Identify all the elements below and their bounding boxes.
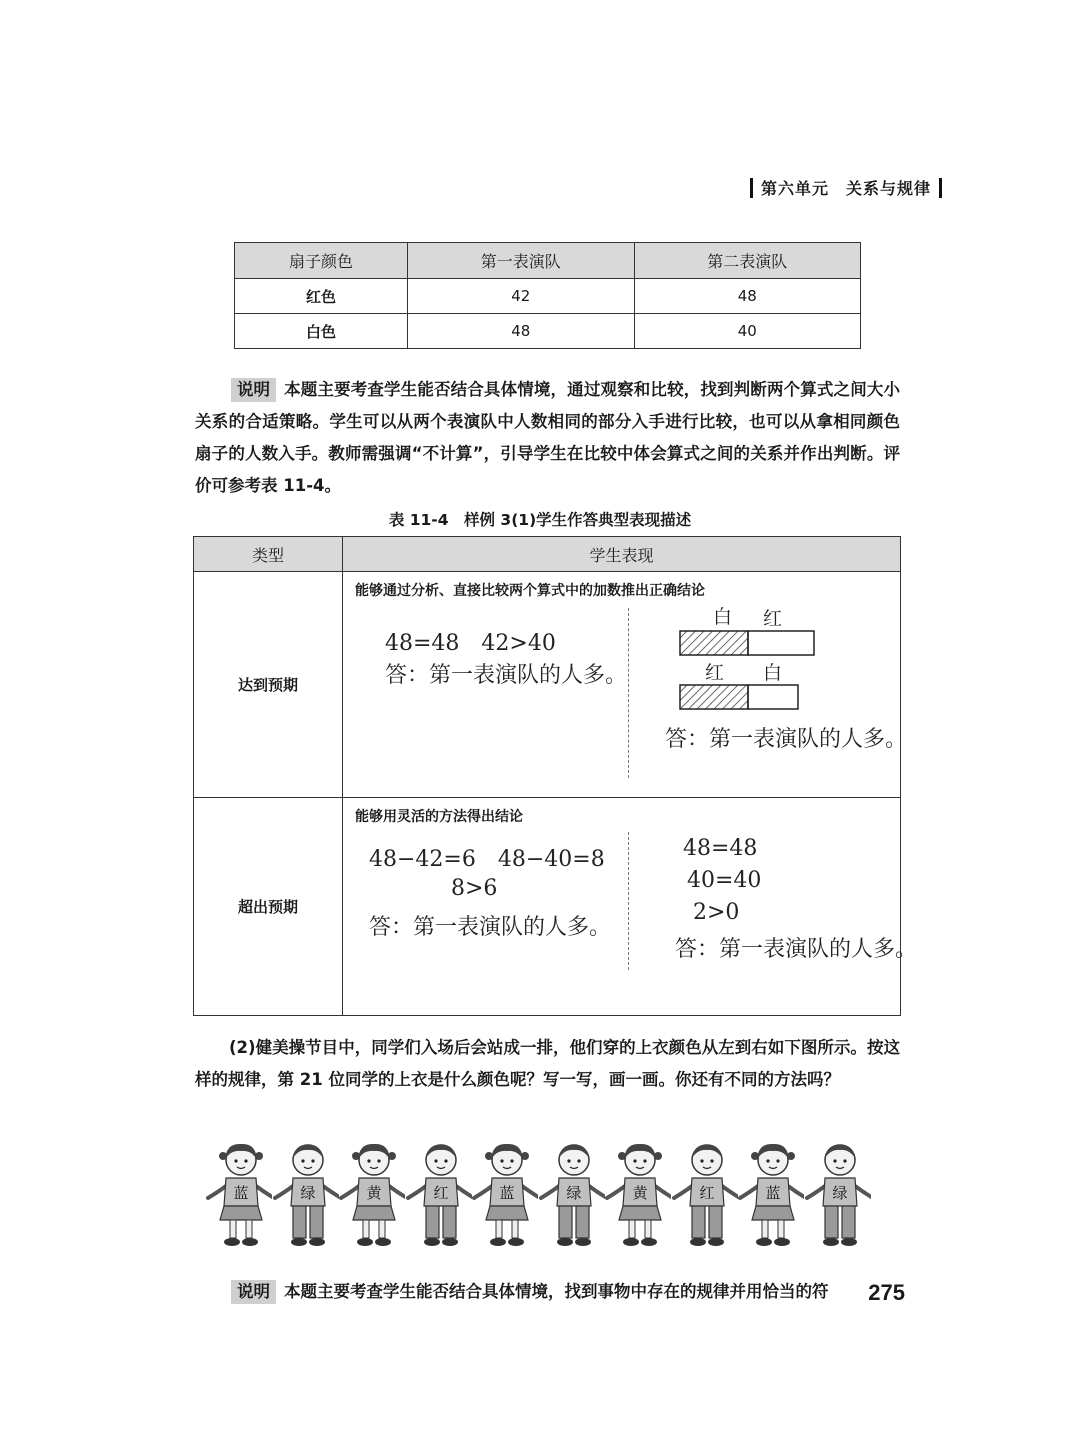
table-header-row [235, 243, 861, 279]
child-figure [738, 1140, 804, 1250]
shirt-color-label: 黄 [632, 1184, 648, 1202]
table-row [235, 314, 861, 349]
bar-model-team-2 [679, 684, 799, 710]
handwriting-answer: 答：第一表演队的人多。 [385, 663, 628, 688]
bar-label-red: 红 [763, 608, 783, 630]
running-header [750, 176, 942, 199]
handwriting-answer: 答：第一表演队的人多。 [675, 937, 918, 962]
table-header-row [194, 537, 901, 572]
child-figure [339, 1140, 405, 1250]
note-text: 本题主要考查学生能否结合具体情境，通过观察和比较，找到判断两个算式之间大小关系的合适策略。学生可以从两个表演队中人数相同的部分入手进行比较，也可以从拿相同颜色扇子的人数入手。教师需强调“不计算”，引导学生在比较中体会算式之间的关系并作出判断。评价可参考表 11-4。 [195, 380, 900, 495]
shirt-color-label: 蓝 [765, 1184, 781, 1202]
table-row [194, 572, 901, 798]
header-bar-left [750, 178, 753, 198]
shirt-color-label: 绿 [299, 1184, 316, 1202]
shirt-color-label: 绿 [831, 1184, 848, 1202]
row-label-white: 白色 [235, 314, 408, 349]
cell-white-team-2: 40 [634, 314, 861, 349]
shirt-color-label: 黄 [366, 1184, 382, 1202]
cell-red-team-2: 48 [634, 279, 861, 314]
page-number: 275 [868, 1280, 905, 1305]
handwriting-line: 48=48 [683, 836, 758, 861]
performance-desc: 能够通过分析、直接比较两个算式中的加数推出正确结论 [355, 583, 705, 599]
type-meets-expectation: 达到预期 [194, 572, 343, 798]
row-label-red: 红色 [235, 279, 408, 314]
table-row [194, 798, 901, 1016]
child-figure [273, 1140, 339, 1250]
shirt-color-label: 红 [432, 1184, 449, 1202]
handwriting-line: 48=48 42>40 [385, 631, 556, 656]
header-bar-right [939, 178, 942, 198]
performance-desc: 能够用灵活的方法得出结论 [355, 809, 523, 825]
shirt-color-label: 红 [698, 1184, 715, 1202]
divider-dashed [628, 832, 629, 970]
cell-white-team-1: 48 [408, 314, 635, 349]
note-paragraph-1 [195, 374, 900, 502]
col-header-performance: 学生表现 [343, 537, 901, 572]
child-figure [472, 1140, 538, 1250]
type-exceeds-expectation: 超出预期 [194, 798, 343, 1016]
col-header-fan-color: 扇子颜色 [235, 243, 408, 279]
handwriting-answer: 答：第一表演队的人多。 [369, 915, 612, 940]
note-text: 本题主要考查学生能否结合具体情境，找到事物中存在的规律并用恰当的符 [284, 1282, 829, 1301]
performance-cell-1 [343, 572, 908, 798]
performance-table [193, 536, 918, 1016]
cell-red-team-1: 42 [408, 279, 635, 314]
shirt-color-label: 蓝 [499, 1184, 515, 1202]
handwriting-answer: 答：第一表演队的人多。 [665, 727, 908, 752]
handwriting-line: 2>0 [693, 900, 740, 925]
fan-color-table [234, 242, 861, 349]
col-header-team-2: 第二表演队 [634, 243, 861, 279]
handwriting-line: 8>6 [451, 876, 498, 901]
col-header-team-1: 第一表演队 [408, 243, 635, 279]
note-tag: 说明 [231, 378, 276, 402]
handwriting-line: 40=40 [687, 868, 762, 893]
child-figure [605, 1140, 671, 1250]
child-figure [805, 1140, 871, 1250]
question-text: (2)健美操节目中，同学们入场后会站成一排，他们穿的上衣颜色从左到右如下图所示。按这样的规律，第 21 位同学的上衣是什么颜色呢？写一写，画一画。你还有不同的方法吗？ [195, 1038, 900, 1089]
table-caption: 表 11-4 样例 3(1)学生作答典型表现描述 [388, 511, 692, 529]
section-title: 第六单元 关系与规律 [760, 179, 931, 198]
col-header-type: 类型 [194, 537, 343, 572]
shirt-color-label: 绿 [565, 1184, 582, 1202]
bar-model-team-1 [679, 630, 815, 656]
shirt-color-label: 蓝 [233, 1184, 249, 1202]
child-figure [206, 1140, 272, 1250]
bar-label-red: 红 [705, 662, 725, 684]
child-figure [539, 1140, 605, 1250]
child-figure [672, 1140, 738, 1250]
note-tag: 说明 [231, 1280, 276, 1304]
note-paragraph-2 [195, 1276, 900, 1308]
performance-cell-2 [343, 798, 918, 1016]
question-2 [195, 1032, 900, 1096]
bar-label-white: 白 [763, 662, 783, 684]
handwriting-line: 48−42=6 48−40=8 [369, 847, 605, 872]
table-row [235, 279, 861, 314]
child-figure [406, 1140, 472, 1250]
bar-label-white: 白 [713, 606, 733, 628]
divider-dashed [628, 608, 629, 778]
